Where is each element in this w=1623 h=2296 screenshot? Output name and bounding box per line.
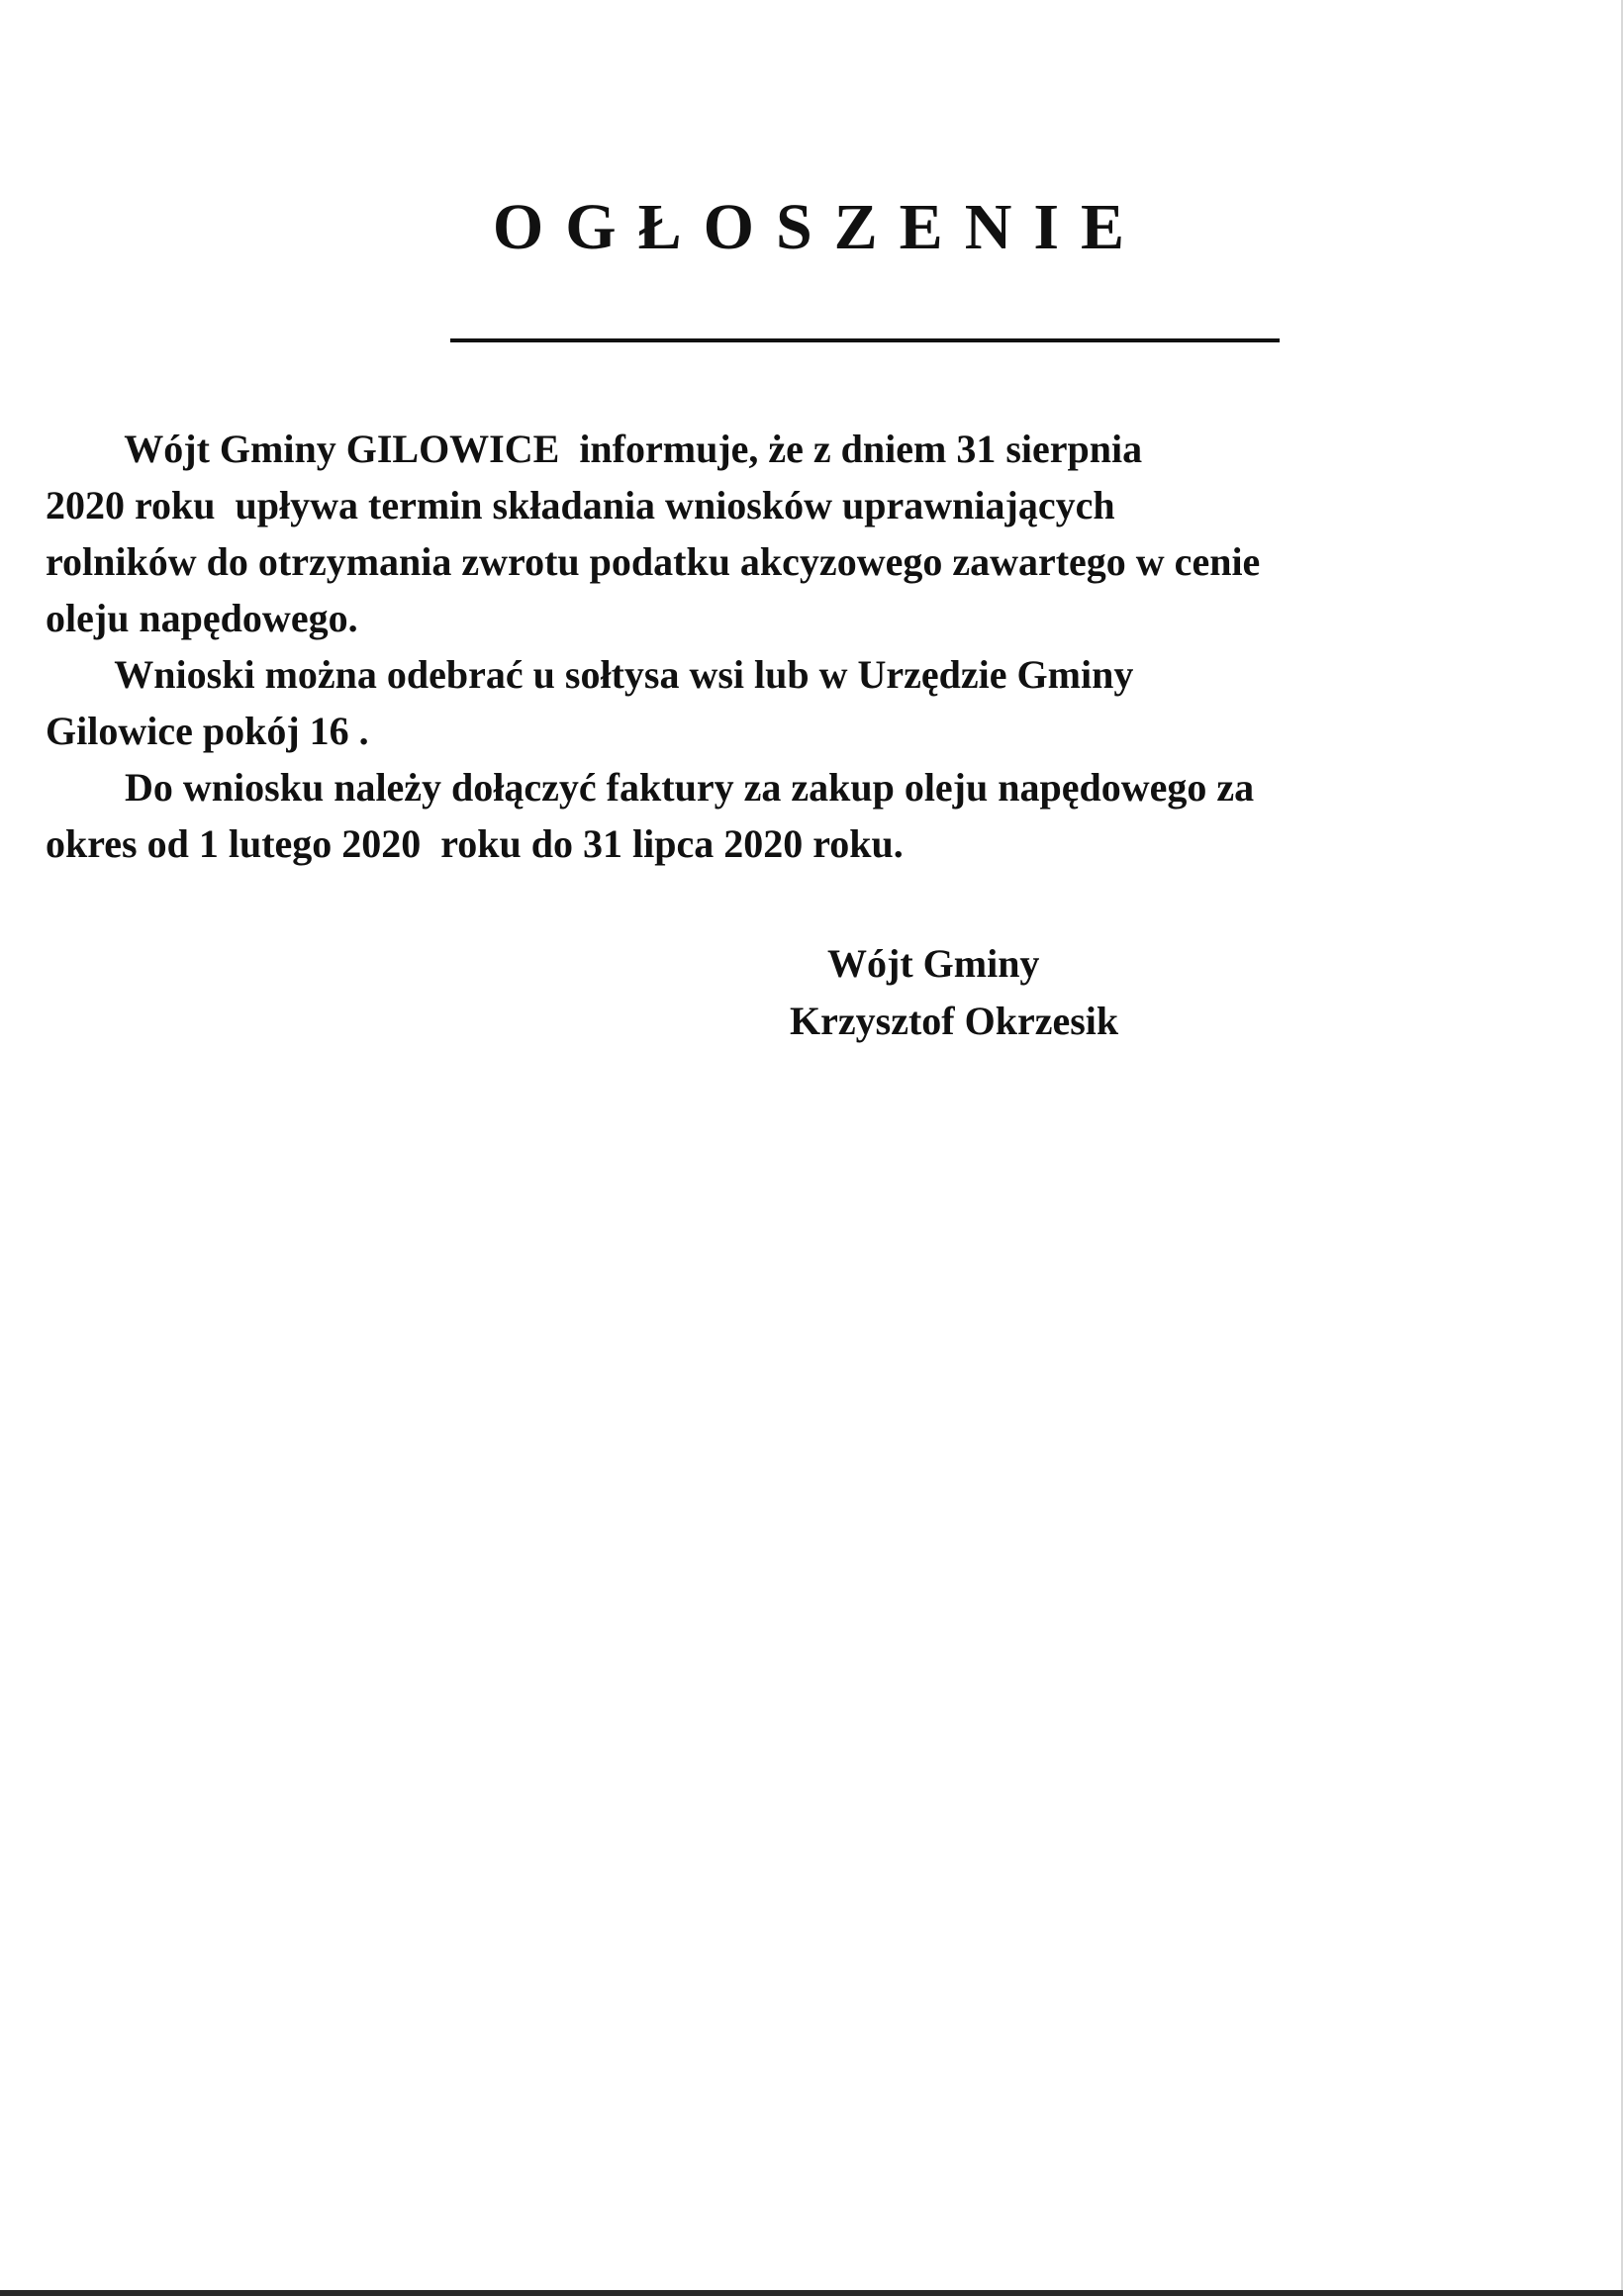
paragraph-2 xyxy=(46,646,1589,759)
announcement-body xyxy=(46,421,1589,872)
paragraph-line: 2020 roku upływa termin składania wniosków uprawniających xyxy=(46,483,1115,527)
title-underline xyxy=(450,338,1280,342)
paragraph-line: Wnioski można odebrać u sołtysa wsi lub w Urzędzie Gminy xyxy=(46,652,1134,697)
signature-name: Krzysztof Okrzesik xyxy=(790,999,1119,1043)
paragraph-line: Gilowice pokój 16 . xyxy=(46,709,369,753)
scan-edge-bottom xyxy=(0,2290,1623,2296)
paragraph-line: rolników do otrzymania zwrotu podatku akcyzowego zawartego w cenie xyxy=(46,539,1261,584)
paragraph-line: Do wniosku należy dołączyć faktury za zakup oleju napędowego za xyxy=(46,765,1255,810)
paragraph-line: oleju napędowego. xyxy=(46,596,358,640)
signature-role: Wójt Gminy xyxy=(827,941,1040,986)
paragraph-3 xyxy=(46,759,1589,872)
paragraph-1 xyxy=(46,421,1589,646)
document-title: OGŁOSZENIE xyxy=(492,191,1147,263)
paragraph-line: okres od 1 lutego 2020 roku do 31 lipca 2020 roku. xyxy=(46,821,904,866)
paragraph-line: Wójt Gminy GILOWICE informuje, że z dniem 31 sierpnia xyxy=(46,427,1143,471)
